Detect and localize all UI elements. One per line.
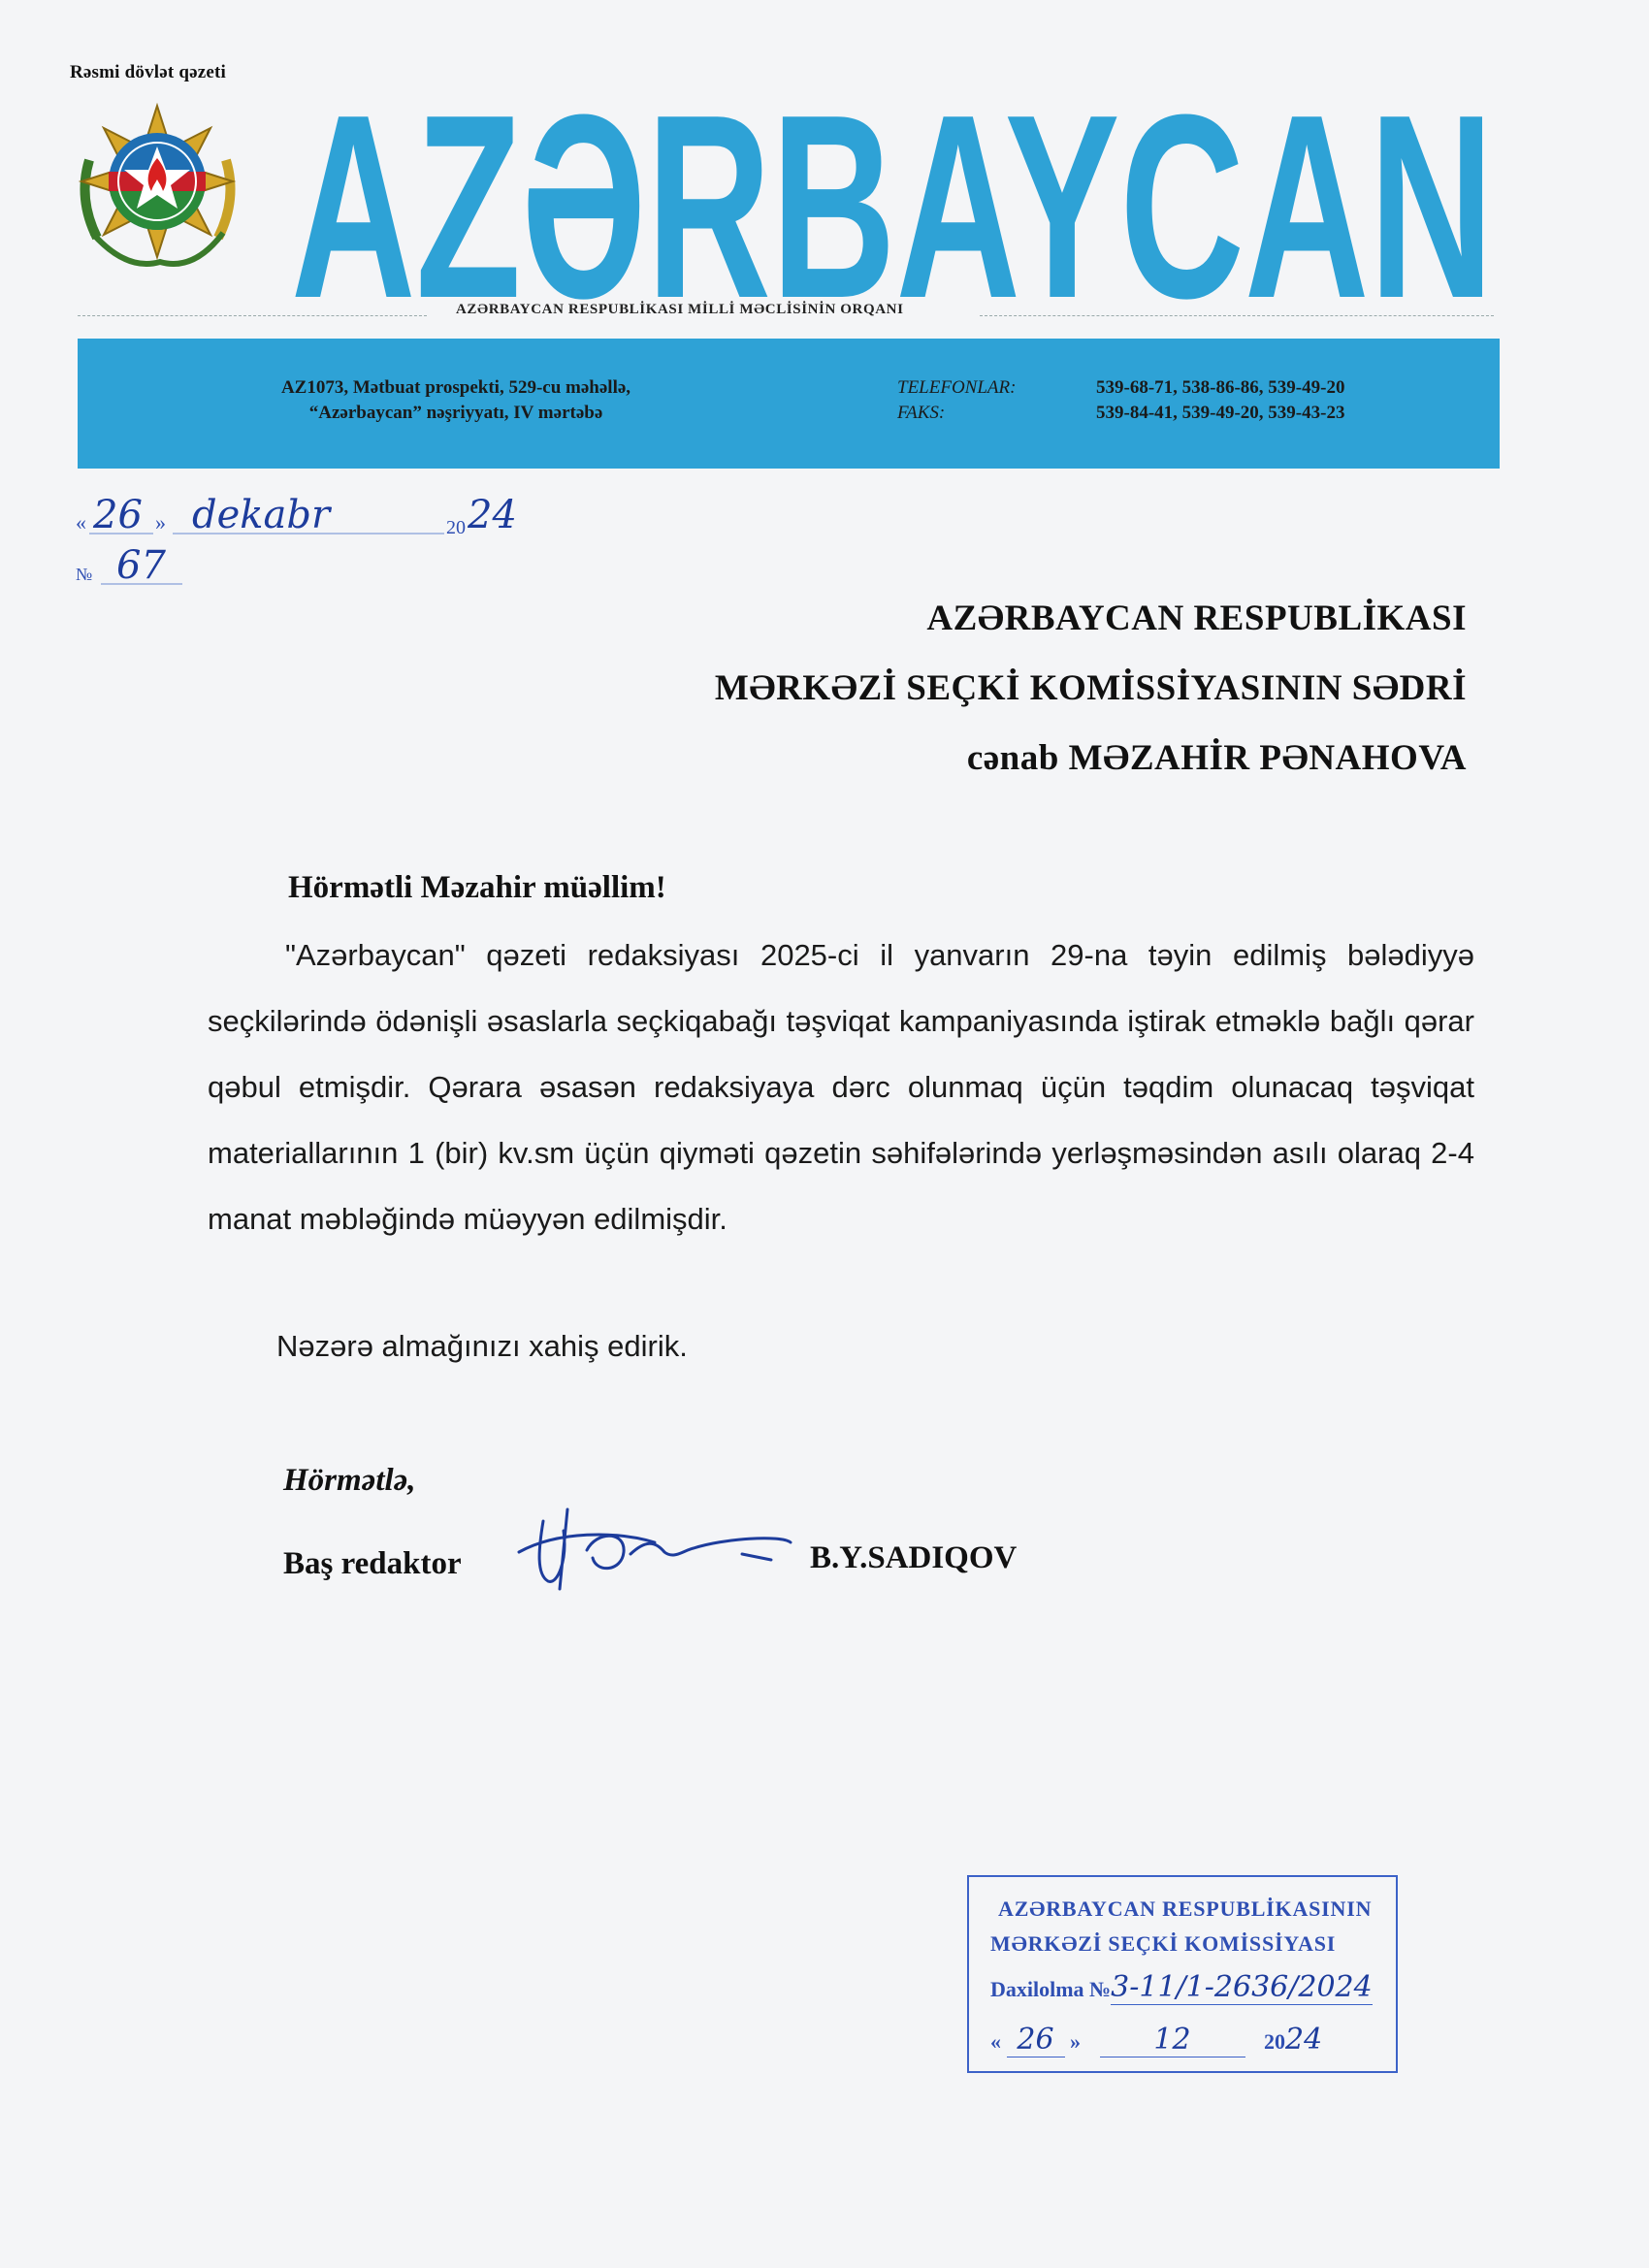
divider: [980, 315, 1494, 316]
stamp-registration: [990, 1970, 1373, 2005]
regards: Hörmətlə,: [283, 1463, 416, 1498]
stamp-date: [990, 2023, 1398, 2057]
fax-numbers: 539-84-41, 539-49-20, 539-43-23: [1096, 403, 1345, 423]
stamp-year-prefix: 20: [1264, 2029, 1285, 2054]
fax-label: FAKS:: [897, 403, 946, 423]
stamp-day: 26: [1007, 2023, 1065, 2057]
state-emblem-icon: [68, 92, 247, 276]
address-line: AZ1073, Mətbuat prospekti, 529-cu məhəllə,: [280, 377, 631, 398]
date-year-prefix: 20: [446, 517, 466, 538]
official-newspaper-label: Rəsmi dövlət qəzeti: [70, 62, 227, 82]
stamp-month: 12: [1100, 2023, 1245, 2057]
stamp-line: AZƏRBAYCAN RESPUBLİKASININ: [998, 1896, 1373, 1921]
number-label: №: [76, 565, 93, 584]
masthead-subtitle: AZƏRBAYCAN RESPUBLİKASI MİLLİ MƏCLİSİNİN ORQANI: [456, 302, 904, 317]
address-block: [107, 375, 805, 426]
masthead-logo: [281, 37, 1504, 328]
stamp-year-suffix: 24: [1285, 2023, 1323, 2057]
letter-body: [208, 923, 1474, 1252]
quote-mark: »: [1070, 2029, 1081, 2054]
letter-date-and-number: [76, 485, 580, 592]
contact-labels: [897, 375, 1016, 426]
address-line: “Azərbaycan” nəşriyyatı, IV mərtəbə: [308, 403, 603, 423]
contact-values: [1096, 375, 1344, 426]
letter-number: 67: [116, 543, 166, 588]
recipient-block: [715, 584, 1467, 794]
stamp-line: MƏRKƏZİ SEÇKİ KOMİSSİYASI: [990, 1931, 1337, 1956]
handwritten-signature: [500, 1492, 810, 1599]
signer-role: Baş redaktor: [283, 1546, 462, 1581]
svg-text:«: «: [76, 510, 86, 535]
date-year-suffix: 24: [468, 493, 517, 537]
date-month: dekabr: [192, 493, 331, 537]
phone-label: TELEFONLAR:: [897, 377, 1017, 398]
stamp-registration-number: 3-11/1-2636/2024: [1111, 1970, 1373, 2004]
stamp-registration-label: Daxilolma №: [990, 1977, 1112, 2001]
recipient-line: AZƏRBAYCAN RESPUBLİKASI: [926, 599, 1467, 638]
salutation: Hörmətli Məzahir müəllim!: [288, 870, 666, 905]
signer-name: B.Y.SADIQOV: [810, 1540, 1018, 1575]
svg-text:»: »: [155, 510, 166, 535]
divider: [78, 315, 427, 316]
date-day: 26: [93, 493, 143, 537]
recipient-line: MƏRKƏZİ SEÇKİ KOMİSSİYASININ SƏDRİ: [714, 668, 1467, 708]
phone-numbers: 539-68-71, 538-86-86, 539-49-20: [1096, 377, 1345, 398]
quote-mark: «: [990, 2029, 1001, 2054]
masthead-text: AZƏRBAYCAN: [291, 61, 1494, 328]
registration-stamp: [967, 1875, 1398, 2073]
closing-sentence: Nəzərə almağınızı xahiş edirik.: [276, 1329, 688, 1363]
recipient-name: cənab MƏZAHİR PƏNAHOVA: [966, 738, 1467, 778]
body-paragraph: "Azərbaycan" qəzeti redaksiyası 2025-ci il yanvarın 29-na təyin edilmiş bələdiyyə seçkilərində ödənişli əsaslarla seçkiqabağı təşviqat kampaniyasında iştirak etməklə bağlı qərar qəbul etmişdir. Qərara əsasən redaksiyaya dərc olunmaq üçün təqdim olunacaq təşviqat materiallarının 1 (bir) kv.sm üçün qiyməti qəzetin səhifələrində yerləşməsindən asılı olaraq 2-4 manat məbləğində müəyyən edilmişdir.: [208, 938, 1474, 1236]
